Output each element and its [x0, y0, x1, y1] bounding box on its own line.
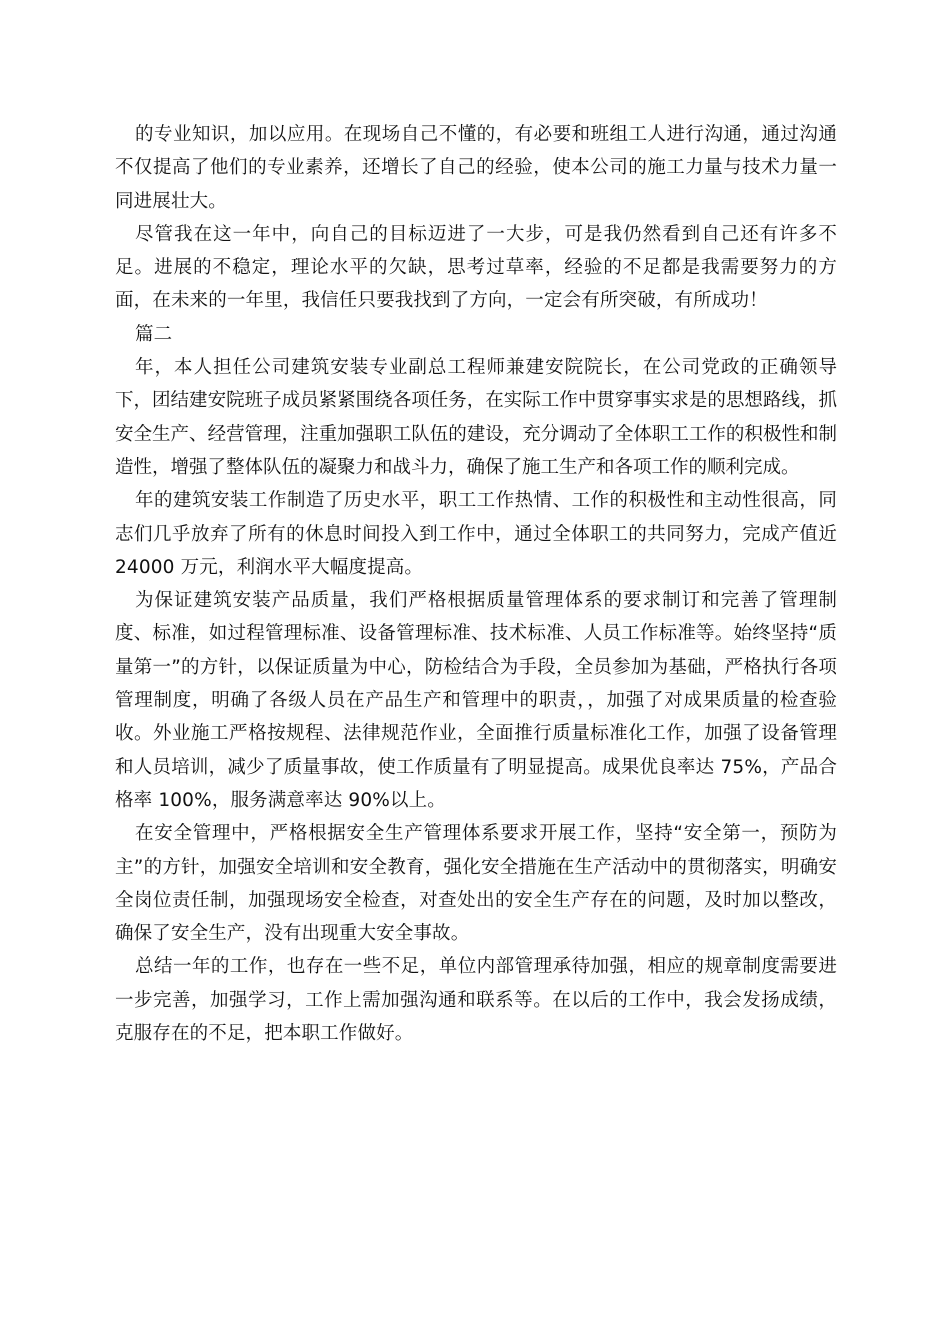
- paragraph-quality-management: 为保证建筑安装产品质量，我们严格根据质量管理体系的要求制订和完善了管理制度、标准，如过程管理标准、设备管理标准、技术标准、人员工作标准等。始终坚持“质量第一”的方针，以保证质量为中心，防检结合为手段，全员参加为基础，严格执行各项管理制度，明确了各级人员在产品生产和管理中的职责，，加强了对成果质量的检查验收。外业施工严格按规程、法律规范作业，全面推行质量标准化工作，加强了设备管理和人员培训，减少了质量事故，使工作质量有了明显提高。成果优良率达 75%，产品合格率 100%，服务满意率达 90%以上。: [115, 590, 837, 811]
- paragraph-introduction: 年，本人担任公司建筑安装专业副总工程师兼建安院院长，在公司党政的正确领导下，团结建安院班子成员紧紧围绕各项任务，在实际工作中贯穿事实求是的思想路线，抓安全生产、经营管理，注重加强职工队伍的建设，充分调动了全体职工工作的积极性和制造性，增强了整体队伍的凝聚力和战斗力，确保了施工生产和各项工作的顺利完成。: [115, 357, 837, 478]
- paragraph-continuation: 的专业知识，加以应用。在现场自己不懂的，有必要和班组工人进行沟通，通过沟通不仅提高了他们的专业素养，还增长了自己的经验，使本公司的施工力量与技术力量一同进展壮大。: [115, 124, 837, 212]
- paragraph-safety-management: 在安全管理中，严格根据安全生产管理体系要求开展工作，坚持“安全第一，预防为主”的方针，加强安全培训和安全教育，强化安全措施在生产活动中的贯彻落实，明确安全岗位责任制，加强现场安全检查，对查处出的安全生产存在的问题，及时加以整改，确保了安全生产，没有出现重大安全事故。: [115, 823, 837, 945]
- paragraph-achievements: 年的建筑安装工作制造了历史水平，职工工作热情、工作的积极性和主动性很高，同志们几乎放弃了所有的休息时间投入到工作中，通过全体职工的共同努力，完成产值近 24000 万元，利润水平大幅度提高。: [115, 490, 837, 578]
- section-heading: 篇二: [135, 323, 173, 345]
- paragraph-summary: 总结一年的工作，也存在一些不足，单位内部管理承待加强，相应的规章制度需要进一步完善，加强学习，工作上需加强沟通和联系等。在以后的工作中，我会发扬成绩，克服存在的不足，把本职工作做好。: [115, 956, 837, 1045]
- document-body: [115, 118, 837, 1050]
- paragraph-self-assessment: 尽管我在这一年中，向自己的目标迈进了一大步，可是我仍然看到自己还有许多不足。进展的不稳定，理论水平的欠缺，思考过草率，经验的不足都是我需要努力的方面，在未来的一年里，我信任只要我找到了方向，一定会有所突破，有所成功！: [115, 223, 837, 312]
